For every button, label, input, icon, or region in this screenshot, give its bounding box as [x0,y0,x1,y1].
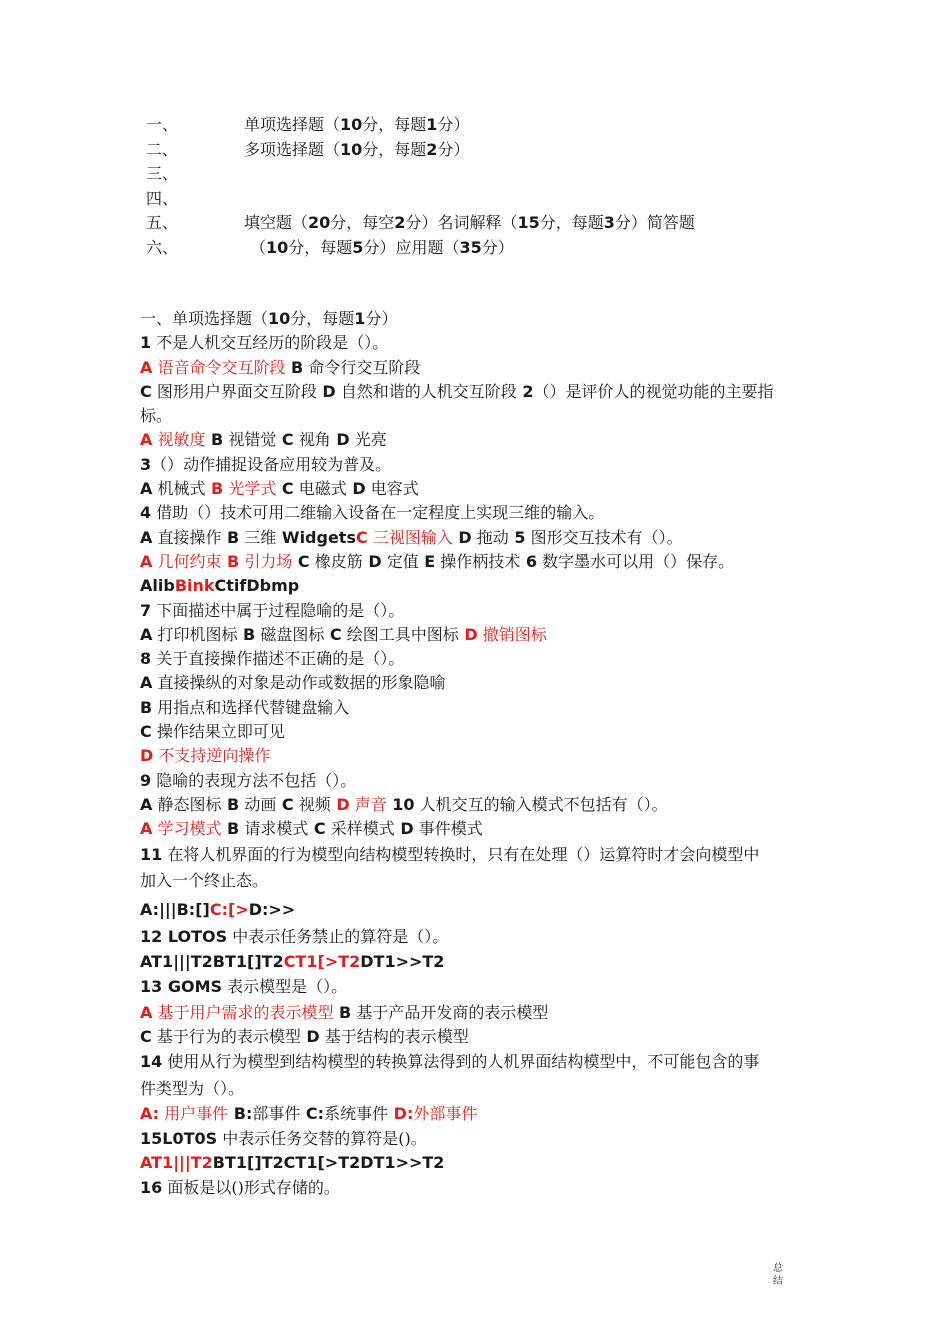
toc-text-part: 3 [603,213,615,232]
toc-row-6 [146,236,826,261]
options-line [140,380,810,404]
option-letter: A [140,430,153,450]
options-line [140,477,810,501]
question-number: 3 [140,454,152,474]
question-number: 6 [520,551,537,571]
option-letter: D [316,381,336,401]
options-line [140,526,810,550]
footer-char: 总 [773,1263,783,1274]
option-letter: C [324,624,342,644]
toc-text-part: 分） [481,237,514,257]
options-line [140,817,810,841]
option-letter: A [140,357,153,377]
title-part: 分） [365,309,398,328]
correct-option-text: CT1[>T2 [283,952,361,972]
question-text: 中表示任务交替的算符是()。 [217,1128,427,1148]
options-line [140,550,810,574]
correct-option-text: 视敏度 [152,430,206,450]
option-text: DT1>>T2 [360,952,445,972]
toc-text-part: 2 [394,213,406,232]
option-letter: D [330,794,350,814]
question-number: 9 [140,770,152,790]
option-letter: B [237,624,256,644]
question-text: 面板是以()形式存储的。 [162,1178,340,1198]
option-letter: A: [140,1104,160,1124]
title-part: 1 [354,309,366,328]
options-line [140,950,810,974]
correct-option-text: 不支持逆向操作 [153,746,271,766]
option-letter: B [205,479,224,499]
option-letter: D [362,551,382,571]
option-letter: D [140,746,154,766]
question-line [140,501,810,525]
option-letter: B [221,794,240,814]
toc-number: 五、 [146,213,179,232]
correct-option-text: 基于用户需求的表示模型 [152,1002,334,1022]
option-text: 电磁式 [293,479,347,499]
option-letter: A [140,551,153,571]
question-line [140,1175,810,1202]
question-text: 在将人机界面的行为模型向结构模型转换时，只有在处理（）运算符时才会向模型中 [162,844,760,864]
option-text: 采样模式 [325,819,395,839]
option-text: 打印机图标 [152,624,238,644]
options-line [140,1151,810,1175]
table-of-contents [146,113,826,260]
toc-text-part: 分，每题 [362,115,427,134]
option-letter: C [292,551,310,571]
correct-option-text: 用户事件 [159,1104,229,1124]
correct-option-text: 声音 [349,794,387,814]
options-line [140,1001,810,1025]
question-text: 关于直接操作描述不正确的是（）。 [151,649,405,669]
footer-char: 结 [773,1276,783,1287]
question-text: 隐喻的表现方法不包括（）。 [151,770,357,790]
option-text: 自然和谐的人机交互阶段 [335,381,517,401]
question-text: 中表示任务禁止的算符是（）。 [227,926,449,946]
question-number: 15L0T0S [140,1128,218,1148]
toc-text-part: 2 [426,139,438,159]
question-line [140,1076,810,1103]
option-letter: B [285,357,304,377]
option-text: 机械式 [152,479,206,499]
question-number: 13 GOMS [140,977,223,997]
toc-text-part: （ [250,237,267,257]
option-letter: E [418,551,436,571]
options-line [140,720,810,744]
question-text: 借助（）技术可用二维输入设备在一定程度上实现三维的输入。 [151,503,605,523]
toc-row-2 [146,138,826,163]
question-number: 7 [140,600,152,620]
options-line [140,356,810,380]
option-text: 操作结果立即可见 [151,722,285,742]
toc-number: 三、 [146,164,179,183]
question-text: 不是人机交互经历的阶段是（）。 [151,333,389,353]
question-text: 件类型为（）。 [140,1078,245,1098]
question-line [140,1127,810,1151]
question-number: 4 [140,503,152,523]
option-text: Alib [140,576,175,596]
question-number: 8 [140,649,152,669]
option-letter: B [333,1002,352,1022]
toc-text [244,113,469,138]
toc-row-3 [146,162,826,187]
option-text: 直接操纵的对象是动作或数据的形象隐喻 [152,673,446,693]
option-letter: A [140,479,153,499]
question-line [140,868,810,895]
question-number: 12 LOTOS [140,926,228,946]
correct-option-text: 光学式 [223,479,277,499]
option-letter: C [308,819,326,839]
toc-text-part: 10 [340,139,363,159]
option-text: 用指点和选择代替键盘输入 [152,697,350,717]
option-text: 视错觉 [223,430,277,450]
correct-option-text: AT1|||T2 [140,1153,213,1173]
question-number: 5 [508,527,526,547]
toc-number: 一、 [146,115,179,134]
option-letter: A [140,673,153,693]
correct-option-text: C:[> [209,899,249,919]
toc-text-part: 分）应用题（ [363,237,460,257]
toc-text-part: 35 [459,237,482,257]
options-line [140,895,810,924]
option-text: 绘图工具中图标 [341,624,459,644]
toc-text-part: 分，每题 [288,237,353,257]
question-line [140,1049,810,1076]
option-letter: A [140,794,153,814]
question-number: 11 [140,844,163,864]
toc-text-part: 分，每空 [330,213,395,232]
option-letter: D: [388,1104,414,1124]
option-letter: D [330,430,350,450]
options-line [140,623,810,647]
correct-option-text: 引力场 [239,551,293,571]
option-text: 拖动 [471,527,509,547]
title-part: 10 [268,309,291,328]
toc-text-part: 多项选择题（ [244,139,341,159]
options-line [140,793,810,817]
option-letter: B [140,697,153,717]
correct-option-text: 学习模式 [152,819,222,839]
toc-text [244,211,695,236]
title-part: 一、单项选择题（ [140,309,269,328]
options-line [140,428,810,452]
options-line [140,574,810,598]
option-text: 三维 [239,527,277,547]
question-line [140,974,810,1001]
question-number: 14 [140,1052,163,1072]
question-line [140,599,810,623]
question-list [140,307,810,1202]
question-number: 16 [140,1178,163,1198]
option-letter: C [276,479,294,499]
option-letter: D [300,1027,320,1047]
question-number: 10 [386,794,415,814]
option-letter: A [140,819,153,839]
question-text: 使用从行为模型到结构模型的转换算法得到的人机界面结构模型中，不可能包含的事 [162,1052,760,1072]
question-line [140,453,810,477]
option-letter: B: [228,1104,253,1124]
option-text: 系统事件 [324,1104,389,1124]
option-text: AT1|||T2BT1[]T2 [140,952,284,972]
toc-text-part: 5 [352,237,364,257]
correct-option-text: 外部事件 [413,1104,478,1124]
question-number: 1 [140,333,152,353]
question-line [140,924,810,951]
question-line [140,842,810,869]
option-text: 基于结构的表示模型 [319,1027,469,1047]
option-letter: B [205,430,224,450]
option-letter: A [140,527,153,547]
option-text: BT1[]T2CT1[>T2DT1>>T2 [212,1153,445,1173]
option-text: 图形用户界面交互阶段 [151,381,317,401]
options-line [140,1025,810,1049]
question-text: （）是评价人的视觉功能的主要指 [533,381,774,401]
question-line [140,404,810,428]
option-letter: D [452,527,472,547]
option-text: 光亮 [349,430,387,450]
option-text: 视角 [293,430,331,450]
correct-option-text: 几何约束 [152,551,222,571]
toc-text-part: 分，每题 [362,139,427,159]
question-line [140,331,810,355]
question-text: 人机交互的输入模式不包括有（）。 [414,794,668,814]
toc-text-part: 分）简答题 [614,213,695,232]
option-text: 事件模式 [413,819,483,839]
toc-text-part: 1 [426,115,438,134]
toc-number: 四、 [146,188,179,208]
toc-text-part: 分）名词解释（ [405,213,518,232]
toc-text-part: 10 [340,115,363,134]
question-line [140,647,810,671]
option-letter: C [140,1027,152,1047]
question-line [140,769,810,793]
options-line [140,1102,810,1126]
toc-text-part: 填空题（ [244,213,309,232]
option-letter: D [458,624,478,644]
toc-text-part: 15 [517,213,540,232]
option-letter: C [140,381,152,401]
option-text: 部事件 [252,1104,301,1124]
option-letter: A [140,624,153,644]
footer-mark [771,1262,785,1288]
option-letter: D [346,479,366,499]
option-letter: C [140,722,152,742]
question-text: 表示模型是（）。 [222,977,348,997]
option-text: A:|||B:[] [140,899,210,919]
option-letter: C [276,430,294,450]
correct-option-text: Bink [174,576,215,596]
option-letter: C: [300,1104,325,1124]
toc-number: 二、 [146,139,179,159]
question-text: 数字墨水可以用（）保存。 [537,551,735,571]
options-line [140,696,810,720]
option-text: CtifDbmp [214,576,300,596]
option-text: 橡皮筋 [309,551,363,571]
toc-row-1 [146,113,826,138]
toc-number: 六、 [146,237,179,257]
toc-text-part: 分） [437,115,470,134]
option-letter: C [355,527,368,547]
option-text: 磁盘图标 [255,624,325,644]
toc-text-part: 分，每题 [539,213,604,232]
option-text: 视频 [293,794,331,814]
option-text: 动画 [239,794,277,814]
option-text: D:>> [248,899,296,919]
option-text: 静态图标 [152,794,222,814]
option-letter: C [276,794,294,814]
option-letter: A [140,1002,153,1022]
correct-option-text: 三视图输入 [367,527,453,547]
toc-text [250,236,514,261]
question-text: 图形交互技术有（）。 [525,527,683,547]
question-text: 加入一个终止态。 [140,871,269,891]
toc-text-part: 10 [266,237,289,257]
correct-option-text: 语音命令交互阶段 [152,357,286,377]
option-letter: D [394,819,414,839]
option-text: 直接操作 [152,527,222,547]
toc-row-5 [146,211,826,236]
option-text: 电容式 [365,479,419,499]
toc-text-part: 单项选择题（ [244,115,341,134]
toc-text-part: 分） [437,139,470,159]
correct-option-text: 撤销图标 [477,624,547,644]
option-letter: B [221,819,240,839]
toc-text [244,138,469,163]
option-text: Widgets [276,527,356,547]
option-text: 命令行交互阶段 [303,357,421,377]
question-text: 下面描述中属于过程隐喻的是（）。 [151,600,405,620]
option-text: 请求模式 [239,819,309,839]
options-line [140,671,810,695]
toc-row-4 [146,187,826,212]
option-letter: B [221,527,240,547]
options-line [140,744,810,768]
toc-text-part: 20 [308,213,331,232]
title-part: 分，每题 [290,309,355,328]
option-text: 操作柄技术 [435,551,521,571]
section-title [140,307,810,331]
question-text: （）动作捕捉设备应用较为普及。 [151,454,392,474]
option-letter: B [221,551,240,571]
option-text: 基于产品开发商的表示模型 [351,1002,549,1022]
question-text: 标。 [140,406,173,426]
option-text: 定值 [381,551,419,571]
option-text: 基于行为的表示模型 [151,1027,301,1047]
question-number: 2 [516,381,534,401]
